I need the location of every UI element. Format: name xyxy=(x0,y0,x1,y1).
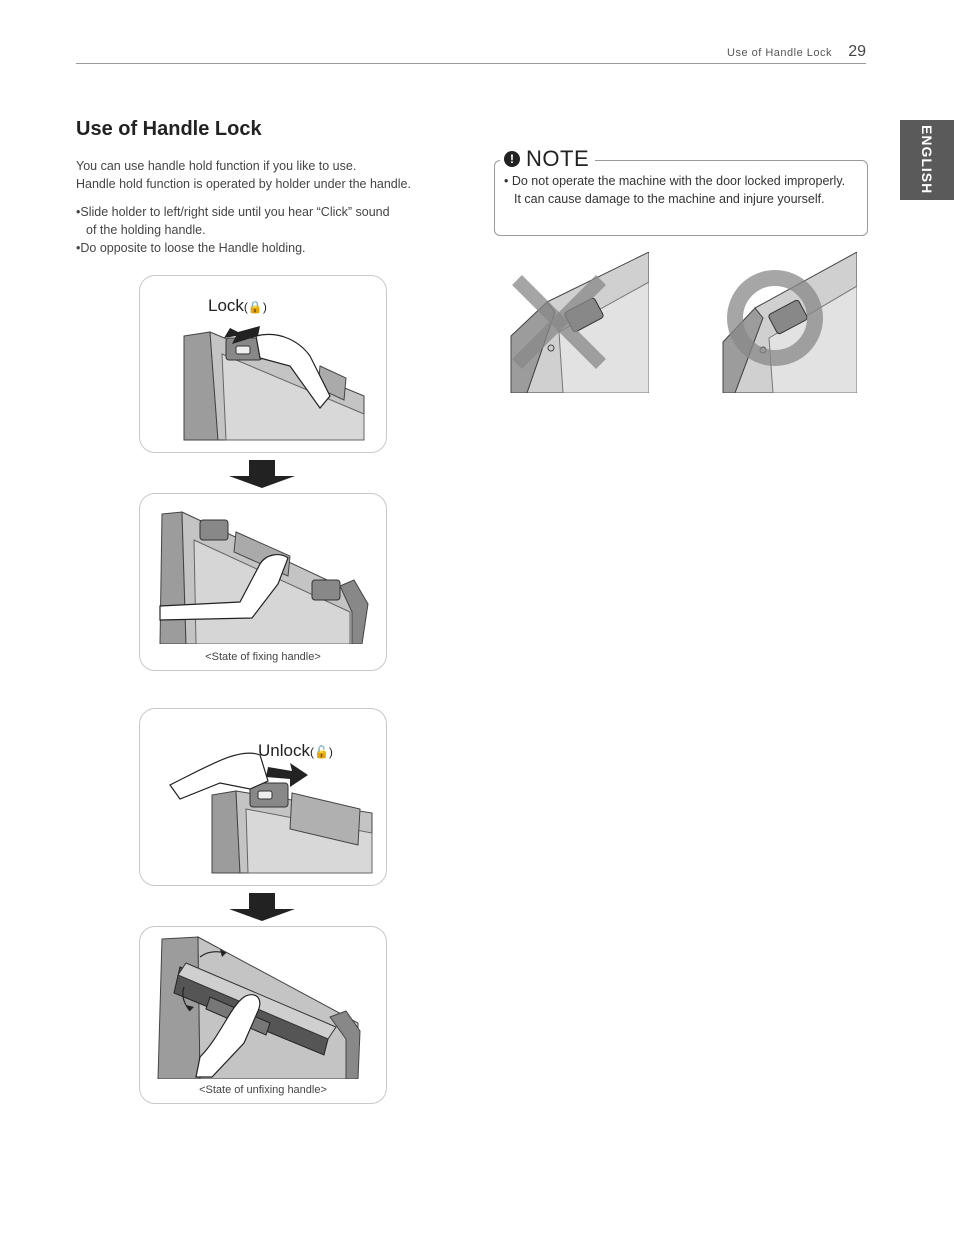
fixed-handle-panel xyxy=(139,493,387,671)
intro-text xyxy=(76,157,436,193)
lock-label-text: Lock xyxy=(208,296,244,315)
fixed-handle-caption: <State of fixing handle> xyxy=(205,651,321,663)
note-heading xyxy=(500,146,595,172)
intro-line: Handle hold function is operated by holder under the handle. xyxy=(76,177,411,191)
language-tab xyxy=(900,120,954,200)
unlock-glyph: (🔓) xyxy=(309,745,333,759)
unfixed-handle-panel xyxy=(139,926,387,1104)
unlock-illustration-panel xyxy=(139,708,387,886)
arrow-down-icon xyxy=(229,460,295,488)
bullet-line: •Slide holder to left/right side until you hear “Click” sound xyxy=(76,205,390,219)
bullet-line: of the holding handle. xyxy=(86,223,206,237)
wrong-lock-illustration xyxy=(507,252,649,393)
lock-glyph: (🔒) xyxy=(243,300,267,314)
section-title: Use of Handle Lock xyxy=(76,118,262,140)
bullet-line: •Do opposite to loose the Handle holding. xyxy=(76,241,306,255)
lock-illustration-panel xyxy=(139,275,387,453)
arrow-down-icon xyxy=(229,893,295,921)
note-title: NOTE xyxy=(526,146,590,171)
exclamation-icon: ! xyxy=(504,151,520,167)
page-number: 29 xyxy=(848,43,866,60)
header-title: Use of Handle Lock xyxy=(727,47,832,59)
unlock-illustration xyxy=(140,709,386,885)
note-text xyxy=(504,172,854,208)
unlock-label xyxy=(258,741,333,761)
header-rule xyxy=(76,63,866,64)
unlock-label-text: Unlock xyxy=(258,741,310,760)
fixed-handle-illustration xyxy=(140,494,386,644)
language-tab-label: ENGLISH xyxy=(919,125,935,195)
lock-label xyxy=(208,296,267,316)
unfixed-handle-illustration xyxy=(140,927,386,1079)
unfixed-handle-caption: <State of unfixing handle> xyxy=(199,1084,327,1096)
note-line: • Do not operate the machine with the door locked improperly. xyxy=(504,174,846,188)
right-lock-illustration xyxy=(719,252,857,393)
instruction-list xyxy=(76,203,436,257)
intro-line: You can use handle hold function if you like to use. xyxy=(76,159,357,173)
note-line: It can cause damage to the machine and injure yourself. xyxy=(514,192,825,206)
